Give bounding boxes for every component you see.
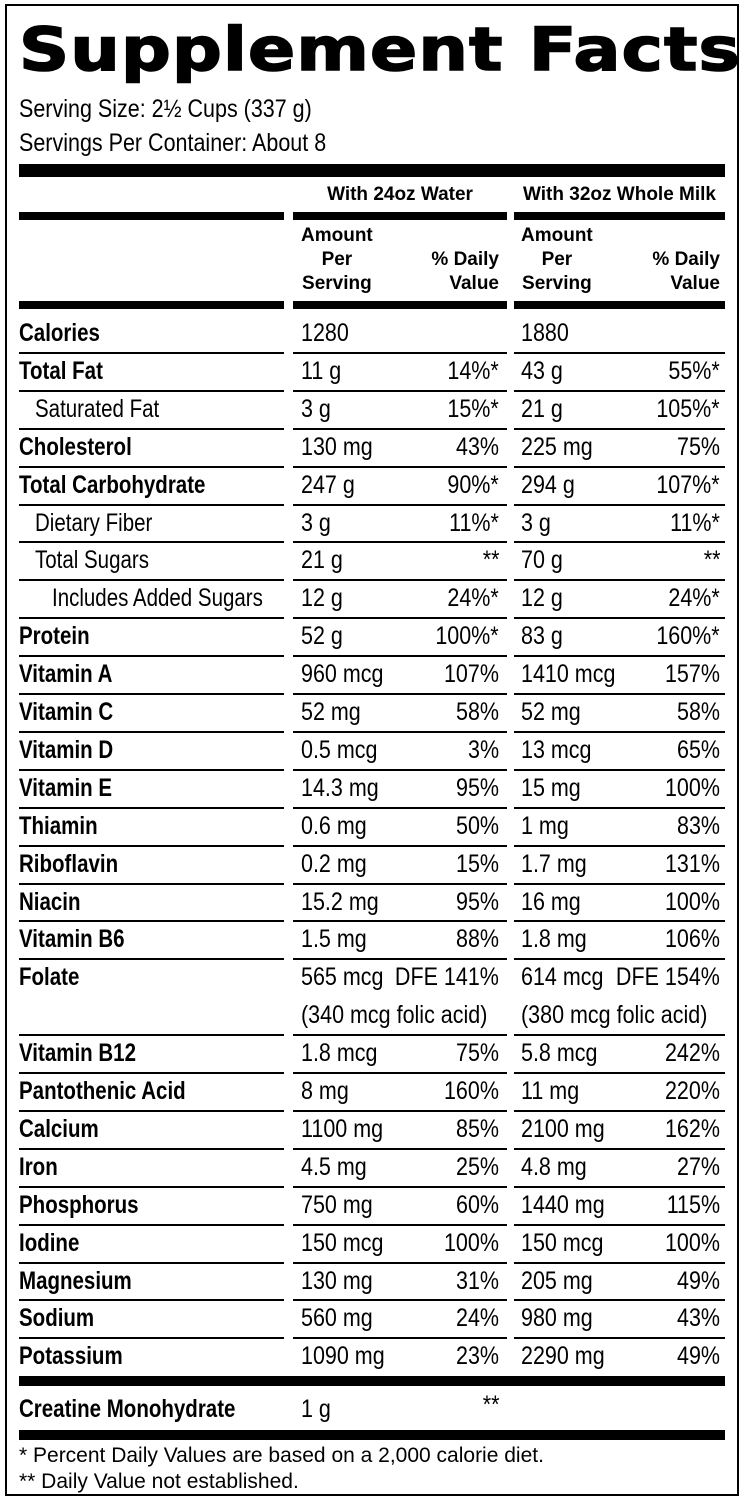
nutrient-name: Vitamin B12 <box>19 1039 136 1068</box>
water-daily-value: 95% <box>455 887 499 916</box>
nutrient-row <box>7 1300 737 1338</box>
nutrient-name: Saturated Fat <box>35 394 160 423</box>
divider-milk-col-2 <box>514 301 725 309</box>
milk-amount: 1.8 mg <box>521 925 587 954</box>
milk-daily-value: 11%* <box>670 508 720 537</box>
milk-amount: 294 g <box>521 470 575 499</box>
milk-amount: 4.8 mg <box>521 1152 587 1181</box>
water-amount: 0.5 mcg <box>301 735 378 764</box>
thick-divider-bottom <box>19 1430 725 1440</box>
milk-daily-value: 106% <box>665 925 720 954</box>
nutrient-row <box>7 353 737 391</box>
milk-daily-value: 43% <box>676 1304 720 1333</box>
water-amount: 247 g <box>301 470 355 499</box>
water-daily-value: 25% <box>455 1152 499 1181</box>
milk-amount: 13 mcg <box>521 735 592 764</box>
water-daily-value: 160% <box>444 1077 499 1105</box>
nutrient-row <box>7 1263 737 1301</box>
nutrient-row <box>7 1073 737 1111</box>
water-daily-value: 75% <box>455 1039 499 1068</box>
nutrient-row <box>7 618 737 656</box>
water-amount: 11 g <box>301 356 342 385</box>
nutrient-row <box>7 1338 737 1376</box>
water-amount: 8 mg <box>301 1077 349 1105</box>
nutrient-row <box>7 846 737 884</box>
nutrient-name: Magnesium <box>19 1266 132 1295</box>
milk-daily-value: 58% <box>676 698 720 726</box>
nutrient-row <box>7 694 737 732</box>
milk-daily-value: 75% <box>676 432 720 461</box>
divider-milk-col <box>514 212 725 220</box>
column-header-milk: With 32oz Whole Milk <box>523 184 716 205</box>
milk-amount: 1.7 mg <box>521 849 587 878</box>
water-daily-value: 100% <box>444 1228 499 1257</box>
water-amount: 565 mcg <box>301 963 384 992</box>
water-amount: 130 mg <box>301 1266 373 1295</box>
amount-label-3: Serving <box>302 273 372 294</box>
water-dv-header <box>431 248 499 296</box>
nutrient-name: Total Fat <box>19 356 103 385</box>
milk-daily-value: 157% <box>665 660 720 689</box>
milk-amount: 11 mg <box>521 1077 580 1105</box>
milk-amount: 15 mg <box>521 773 581 802</box>
water-amount: 560 mg <box>301 1304 373 1333</box>
milk-amount: 2290 mg <box>521 1342 605 1371</box>
water-amount: 1280 <box>301 319 349 347</box>
nutrient-name: Thiamin <box>19 811 98 840</box>
milk-amount: 3 g <box>521 508 551 537</box>
water-daily-value: 58% <box>455 698 499 726</box>
milk-amount: 1410 mcg <box>521 660 616 689</box>
milk-amount: 1 mg <box>521 811 569 840</box>
water-amount: 130 mg <box>301 432 373 461</box>
milk-daily-value: 107%* <box>656 470 720 499</box>
dv-label-1: % Daily <box>431 249 499 270</box>
water-amount: 3 g <box>301 394 331 423</box>
nutrient-name: Iodine <box>19 1228 80 1257</box>
nutrient-row <box>7 1111 737 1149</box>
milk-daily-value: DFE 154% <box>616 963 720 992</box>
milk-amount: 205 mg <box>521 1266 593 1295</box>
water-daily-value: 85% <box>455 1114 499 1143</box>
nutrient-name: Calories <box>19 319 100 347</box>
water-daily-value: 95% <box>455 773 499 802</box>
nutrient-name: Vitamin A <box>19 660 113 689</box>
nutrient-name: Riboflavin <box>19 849 119 878</box>
amount-label-1: Amount <box>301 225 373 246</box>
milk-amount-header <box>521 224 593 296</box>
water-daily-value: 14%* <box>447 356 499 385</box>
amount-label-2: Per <box>321 249 353 270</box>
milk-amount: 16 mg <box>521 887 581 916</box>
water-amount: 12 g <box>301 584 343 613</box>
creatine-row <box>7 1391 737 1428</box>
nutrient-row <box>7 1225 737 1263</box>
water-folic-acid-note: (340 mcg folic acid) <box>301 1001 488 1030</box>
nutrient-name: Phosphorus <box>19 1190 139 1219</box>
nutrient-name: Niacin <box>19 887 81 916</box>
nutrient-name: Cholesterol <box>19 432 132 461</box>
nutrient-name: Vitamin B6 <box>19 925 125 954</box>
dv-label-1: % Daily <box>652 249 720 270</box>
nutrient-row <box>7 315 737 353</box>
nutrient-row <box>7 656 737 694</box>
milk-daily-value: 160%* <box>656 622 720 651</box>
milk-amount: 225 mg <box>521 432 593 461</box>
milk-amount: 1880 <box>521 319 569 347</box>
milk-daily-value: ** <box>703 546 720 575</box>
milk-daily-value: 65% <box>676 735 720 764</box>
milk-amount: 83 g <box>521 622 563 651</box>
thick-divider-creatine <box>19 1376 725 1386</box>
water-amount: 1100 mg <box>301 1114 384 1143</box>
milk-daily-value: 242% <box>665 1039 720 1068</box>
amount-label-2: Per <box>541 249 573 270</box>
water-daily-value: 11%* <box>449 508 499 537</box>
water-amount: 1.8 mcg <box>301 1039 378 1068</box>
nutrient-row <box>7 732 737 770</box>
water-daily-value: 50% <box>455 811 499 840</box>
nutrient-name: Pantothenic Acid <box>19 1077 186 1105</box>
nutrient-row <box>7 1149 737 1187</box>
water-amount: 21 g <box>301 546 343 575</box>
nutrient-name: Calcium <box>19 1114 99 1143</box>
water-daily-value: 43% <box>455 432 499 461</box>
water-amount: 52 g <box>301 622 343 651</box>
water-amount: 750 mg <box>301 1190 373 1219</box>
nutrient-name: Total Carbohydrate <box>19 470 206 499</box>
thick-divider-top <box>19 164 725 177</box>
nutrient-name: Iron <box>19 1152 58 1181</box>
divider-name-col-2 <box>19 301 284 309</box>
milk-daily-value: 55%* <box>668 356 720 385</box>
water-amount: 15.2 mg <box>301 887 379 916</box>
milk-amount: 980 mg <box>521 1304 593 1333</box>
nutrient-row <box>7 884 737 922</box>
milk-daily-value: 105%* <box>656 394 720 423</box>
milk-daily-value: 220% <box>665 1077 720 1105</box>
dv-label-2: Value <box>449 273 499 294</box>
dv-label-2: Value <box>670 273 720 294</box>
nutrient-row <box>7 1035 737 1073</box>
water-daily-value: 24%* <box>447 584 499 613</box>
nutrient-name: Sodium <box>19 1304 95 1333</box>
water-amount: 1.5 mg <box>301 925 367 954</box>
milk-daily-value: 100% <box>665 773 720 802</box>
milk-daily-value: 100% <box>665 887 720 916</box>
water-daily-value: 107% <box>444 660 499 689</box>
nutrient-name: Dietary Fiber <box>35 508 153 537</box>
nutrient-row <box>7 542 737 580</box>
water-amount: 1090 mg <box>301 1342 385 1371</box>
water-amount: 960 mcg <box>301 660 384 689</box>
nutrient-name: Vitamin D <box>19 735 114 764</box>
milk-daily-value: 49% <box>676 1266 720 1295</box>
water-amount: 0.2 mg <box>301 849 367 878</box>
serving-size: Serving Size: 2½ Cups (337 g) <box>19 95 312 123</box>
nutrient-row <box>7 391 737 429</box>
nutrient-name: Protein <box>19 622 90 651</box>
servings-per-container: Servings Per Container: About 8 <box>19 129 327 157</box>
milk-amount: 150 mcg <box>521 1228 604 1257</box>
column-header-water: With 24oz Water <box>327 184 473 205</box>
nutrient-name: Folate <box>19 963 80 992</box>
milk-daily-value: 115% <box>666 1190 720 1219</box>
milk-amount: 52 mg <box>521 698 581 726</box>
nutrient-name: Potassium <box>19 1342 123 1371</box>
nutrient-name: Vitamin E <box>19 773 113 802</box>
nutrient-row <box>7 429 737 467</box>
creatine-amount: 1 g <box>301 1395 331 1423</box>
water-daily-value: 15%* <box>447 394 499 423</box>
nutrient-row <box>7 808 737 846</box>
water-daily-value: 3% <box>467 735 499 764</box>
supplement-facts-panel <box>5 4 742 1496</box>
milk-daily-value: 27% <box>676 1152 720 1181</box>
water-daily-value: 100%* <box>435 622 499 651</box>
water-daily-value: 23% <box>455 1342 499 1371</box>
water-amount-header <box>301 224 373 296</box>
water-daily-value: 24% <box>455 1304 499 1333</box>
water-amount: 0.6 mg <box>301 811 367 840</box>
nutrient-row <box>7 959 737 1035</box>
nutrient-name: Total Sugars <box>35 546 149 575</box>
water-daily-value: ** <box>482 546 499 575</box>
nutrient-row <box>7 580 737 618</box>
footnote-1: * Percent Daily Values are based on a 2,000 calorie diet. <box>19 1444 544 1467</box>
milk-amount: 21 g <box>521 394 563 423</box>
nutrient-row <box>7 1187 737 1225</box>
milk-amount: 12 g <box>521 584 563 613</box>
creatine-name: Creatine Monohydrate <box>19 1395 236 1423</box>
water-amount: 150 mcg <box>301 1228 384 1257</box>
water-daily-value: 60% <box>455 1190 499 1219</box>
water-amount: 3 g <box>301 508 331 537</box>
milk-amount: 70 g <box>521 546 563 575</box>
footnote-2: ** Daily Value not established. <box>19 1470 299 1493</box>
water-daily-value: 88% <box>455 925 499 954</box>
water-daily-value: 31% <box>455 1266 499 1295</box>
water-amount: 4.5 mg <box>301 1152 367 1181</box>
milk-amount: 43 g <box>521 356 563 385</box>
nutrient-row <box>7 770 737 808</box>
milk-daily-value: 24%* <box>668 584 720 613</box>
milk-amount: 1440 mg <box>521 1190 605 1219</box>
divider-name-col <box>19 212 284 220</box>
milk-daily-value: 83% <box>676 811 720 840</box>
milk-daily-value: 131% <box>665 849 720 878</box>
water-daily-value: 90%* <box>447 470 499 499</box>
divider-water-col <box>293 212 507 220</box>
amount-label-3: Serving <box>522 273 592 294</box>
water-daily-value: 15% <box>455 849 499 878</box>
panel-title: Supplement Facts <box>19 15 742 85</box>
milk-daily-value: 49% <box>676 1342 720 1371</box>
nutrient-row <box>7 921 737 959</box>
nutrient-name: Includes Added Sugars <box>52 584 263 613</box>
amount-label-1: Amount <box>521 225 593 246</box>
milk-folic-acid-note: (380 mcg folic acid) <box>521 1001 708 1030</box>
water-amount: 14.3 mg <box>301 773 379 802</box>
creatine-dv: ** <box>482 1391 499 1419</box>
nutrient-name: Vitamin C <box>19 698 114 726</box>
milk-daily-value: 162% <box>665 1114 720 1143</box>
milk-amount: 5.8 mcg <box>521 1039 598 1068</box>
nutrient-row <box>7 467 737 505</box>
milk-dv-header <box>652 248 720 296</box>
milk-amount: 2100 mg <box>521 1114 605 1143</box>
milk-daily-value: 100% <box>665 1228 720 1257</box>
divider-water-col-2 <box>293 301 507 309</box>
water-daily-value: DFE 141% <box>395 963 499 992</box>
nutrient-row <box>7 505 737 543</box>
milk-amount: 614 mcg <box>521 963 604 992</box>
water-amount: 52 mg <box>301 698 361 726</box>
